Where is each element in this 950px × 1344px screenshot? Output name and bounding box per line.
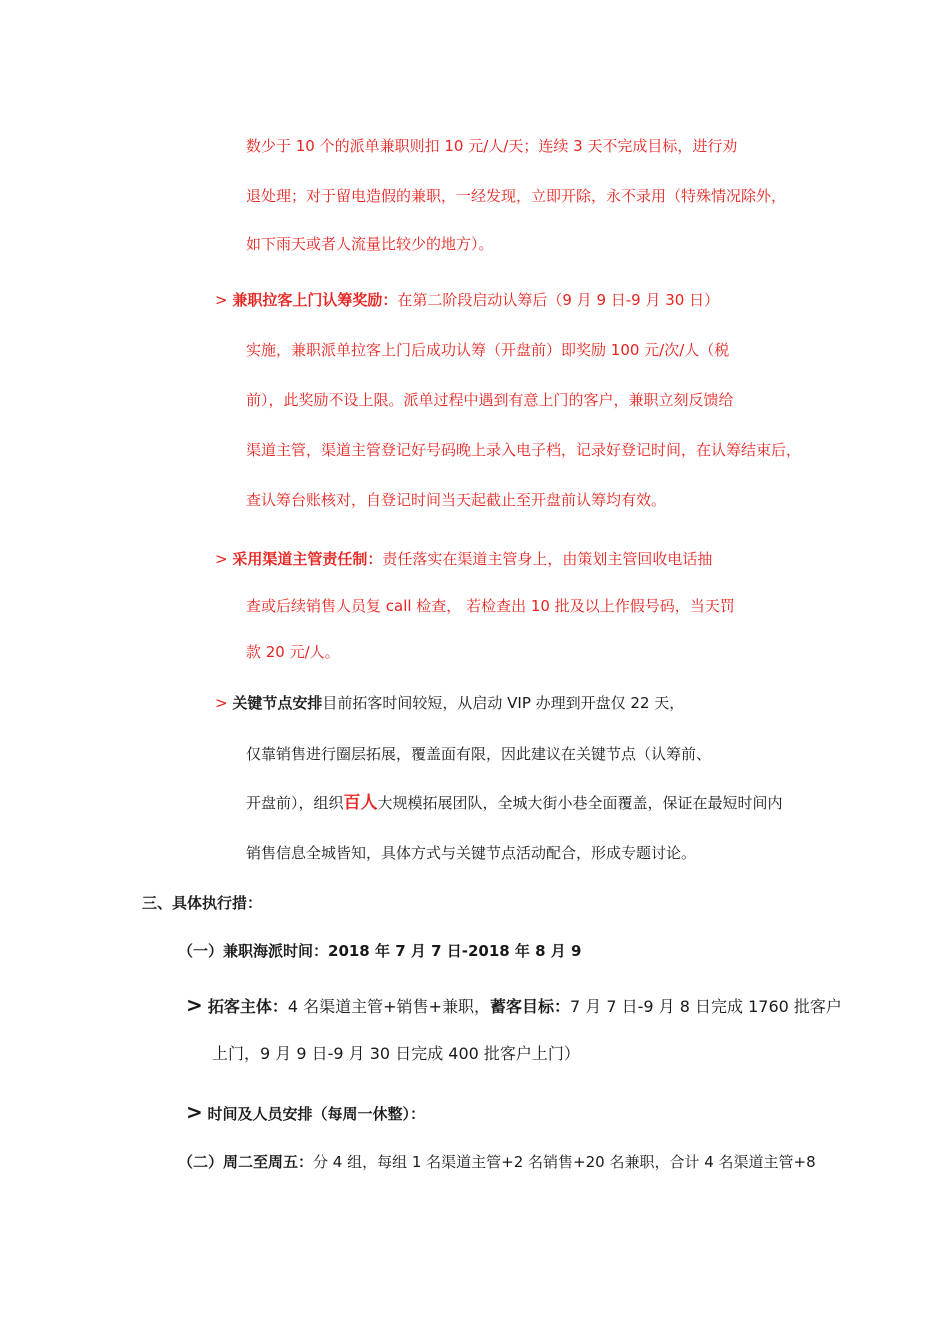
subsection-1-heading: （一）兼职海派时间：2018 年 7 月 7 日-2018 年 8 月 9 bbox=[178, 942, 582, 960]
paragraph-1-line-2: 退处理；对于留电造假的兼职，一经发现，立即开除，永不录用（特殊情况除外， bbox=[246, 187, 787, 205]
item-1-text-2: 7 月 7 日-9 月 8 日完成 1760 批客户 bbox=[569, 997, 842, 1016]
subsection-2-line bbox=[178, 1152, 816, 1172]
bullet-arrow: > bbox=[186, 993, 203, 1017]
item-2-line-1 bbox=[186, 1102, 425, 1124]
paragraph-4-line-3-pre: 开盘前），组织 bbox=[246, 794, 344, 812]
paragraph-2-title: 兼职拉客上门认筹奖励： bbox=[232, 291, 398, 309]
bullet-arrow: > bbox=[215, 550, 228, 568]
paragraph-3-title: 采用渠道主管责任制： bbox=[232, 550, 383, 568]
paragraph-2-line-1-text: 在第二阶段启动认筹后（9 月 9 日-9 月 30 日） bbox=[397, 291, 720, 309]
paragraph-3-line-1-text: 责任落实在渠道主管身上，由策划主管回收电话抽 bbox=[382, 550, 713, 568]
paragraph-3-line-2: 查或后续销售人员复 call 检查， 若检查出 10 批及以上作假号码，当天罚 bbox=[246, 597, 735, 615]
item-1-text-1: 4 名渠道主管+销售+兼职， bbox=[287, 997, 490, 1016]
subsection-2-label: （二）周二至周五： bbox=[178, 1153, 314, 1171]
paragraph-2-line-1 bbox=[215, 290, 719, 310]
item-1-line-1 bbox=[186, 994, 842, 1018]
paragraph-3-line-3: 款 20 元/人。 bbox=[246, 643, 340, 661]
paragraph-4-title: 关键节点安排 bbox=[232, 694, 323, 712]
paragraph-1-line-1: 数少于 10 个的派单兼职则扣 10 元/人/天；连续 3 天不完成目标，进行劝 bbox=[246, 137, 738, 155]
paragraph-2-line-2: 实施，兼职派单拉客上门后成功认筹（开盘前）即奖励 100 元/次/人（税 bbox=[246, 341, 730, 359]
paragraph-2-line-4: 渠道主管，渠道主管登记好号码晚上录入电子档，记录好登记时间，在认筹结束后， bbox=[246, 441, 802, 459]
section-heading: 三、具体执行措： bbox=[142, 894, 263, 912]
paragraph-4-line-2: 仅靠销售进行圈层拓展，覆盖面有限，因此建议在关键节点（认筹前、 bbox=[246, 745, 712, 763]
emphasis-text: 百人 bbox=[343, 793, 378, 813]
paragraph-2-line-5: 查认筹台账核对，自登记时间当天起截止至开盘前认筹均有效。 bbox=[246, 491, 667, 509]
subsection-2-text: 分 4 组，每组 1 名渠道主管+2 名销售+20 名兼职，合计 4 名渠道主管+8 bbox=[313, 1153, 816, 1171]
bullet-arrow: > bbox=[215, 291, 228, 309]
paragraph-3-line-1 bbox=[215, 549, 712, 569]
paragraph-2-line-3: 前），此奖励不设上限。派单过程中遇到有意上门的客户，兼职立刻反馈给 bbox=[246, 391, 734, 409]
bullet-arrow: > bbox=[186, 1100, 203, 1124]
bullet-arrow: > bbox=[215, 694, 228, 712]
paragraph-4-line-3-post: 大规模拓展团队，全城大街小巷全面覆盖，保证在最短时间内 bbox=[377, 794, 783, 812]
paragraph-4-line-1-text: 目前拓客时间较短，从启动 VIP 办理到开盘仅 22 天， bbox=[322, 694, 685, 712]
paragraph-1-line-3: 如下雨天或者人流量比较少的地方）。 bbox=[246, 235, 494, 253]
item-1-label-1: 拓客主体： bbox=[207, 997, 288, 1016]
paragraph-4-line-3 bbox=[246, 793, 783, 813]
paragraph-4-line-1 bbox=[215, 693, 684, 713]
item-1-line-2: 上门，9 月 9 日-9 月 30 日完成 400 批客户上门） bbox=[212, 1044, 580, 1063]
item-1-label-2: 蓄客目标： bbox=[489, 997, 570, 1016]
paragraph-4-line-4: 销售信息全城皆知，具体方式与关键节点活动配合，形成专题讨论。 bbox=[246, 844, 697, 862]
item-2-label: 时间及人员安排（每周一休整）： bbox=[207, 1105, 426, 1123]
